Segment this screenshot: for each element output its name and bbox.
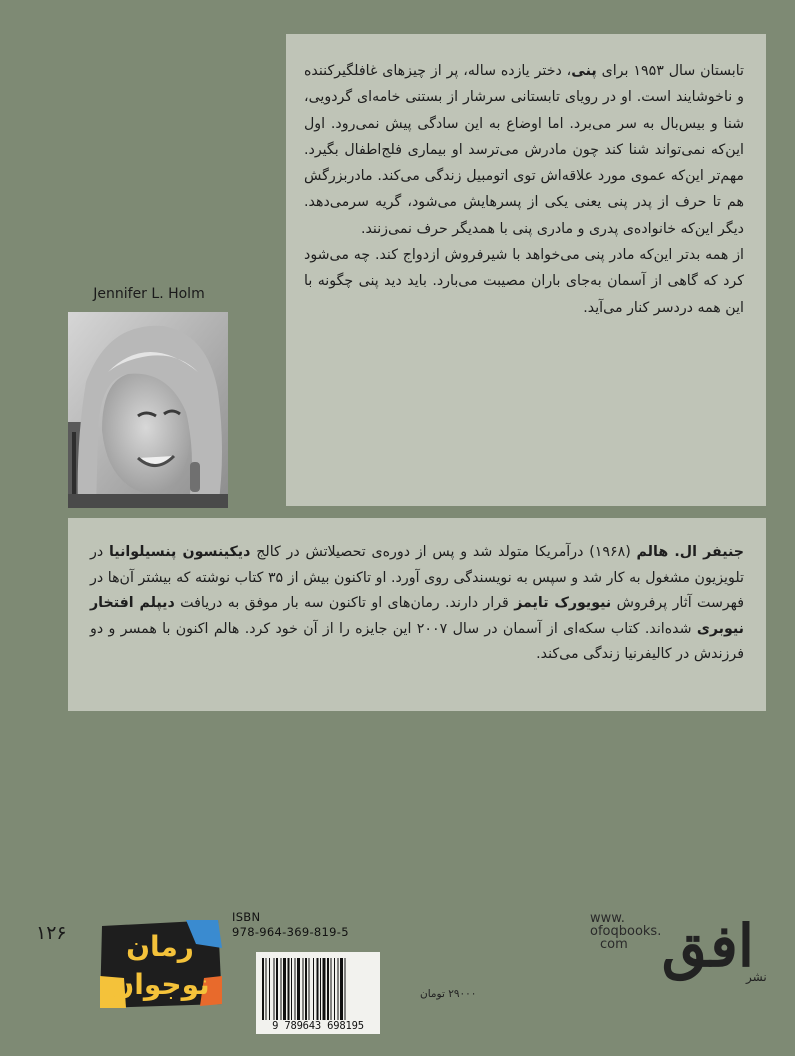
series-label-line2: نوجوان — [110, 968, 210, 1001]
bio-newspaper: نیویورک تایمز — [514, 595, 612, 611]
author-name-caption: Jennifer L. Holm — [93, 286, 205, 302]
bio-text-4: شده‌اند. کتاب سکه‌ای از آسمان در سال ۲۰۰۷ این جایزه را از آن خود کرد. هالم اکنون با همسر و دو فرزندش در کالیفرنیا زندگی می‌کند. — [90, 620, 744, 662]
synopsis-paragraph-2: از همه بدتر این‌که مادر پنی می‌خواهد با شیرفروش ازدواج کند. چه می‌شود کرد که گاهی از آسمان به‌جای باران مصیبت می‌بارد. باید دید پنی چگونه با این همه دردسر کنار می‌آید. — [304, 247, 744, 316]
bio-college: دیکینسون پنسیلوانیا — [108, 544, 251, 560]
synopsis-paragraph-1 — [304, 58, 744, 242]
synopsis-text-b: ، دختر یازده ساله، پر از چیزهای غافلگیرکننده و ناخوشایند است. او در رویای تابستانی سرشار از بستنی خامه‌ای گردویی، شنا و بیس‌بال به سر می‌برد. اما اوضاع به این سادگی پیش نمی‌رود. اول این‌که نمی‌تواند شنا کند چون مادرش می‌ترسد او بیماری فلج‌اطفال بگیرد. مهم‌تر این‌که عموی مورد علاقه‌اش توی اتومبیل زندگی می‌کند. مادربزرگش هم تا حرف از پدر پنی یعنی یکی از پسرهایش می‌شود، گریه سرمی‌دهد. دیگر این‌که خانواده‌ی پدری و مادری پنی با همدیگر حرف نمی‌زنند. — [304, 63, 744, 237]
website-line-3: com — [600, 937, 628, 952]
bio-text-3: قرار دارند. رمان‌های او تاکنون سه بار موفق به دریافت — [174, 595, 515, 611]
page-count: ۱۲۶ — [36, 922, 67, 944]
barcode-bars — [260, 958, 376, 1020]
author-bio-text — [90, 540, 744, 668]
bio-text-2: در تلویزیون مشغول به کار شد و سپس به نویسندگی روی آورد. او تاکنون بیش از ۳۵ کتاب نوشته که بیشتر آن‌ها در فهرست آثار پرفروش — [90, 544, 744, 611]
publisher-logo — [650, 912, 767, 1010]
website-line-1: www. — [590, 911, 625, 926]
website-line-2: ofoqbooks. — [590, 924, 662, 939]
publisher-logo-sub: نشر — [746, 970, 767, 984]
synopsis-text-a: تابستان سال ۱۹۵۳ برای — [596, 63, 744, 79]
isbn-number: 978-964-369-819-5 — [232, 925, 349, 939]
barcode-block — [232, 910, 417, 1032]
barcode — [256, 952, 380, 1034]
bio-award: دیپلم افتخار نیوبری — [90, 595, 744, 637]
bio-author-name: جنیفر ال. هالم — [636, 544, 745, 560]
author-photo — [68, 312, 228, 508]
author-bio-panel — [68, 518, 766, 711]
synopsis-panel — [286, 34, 766, 506]
bio-text-1: (۱۹۶۸) درآمریکا متولد شد و پس از دوره‌ی تحصیلاتش در کالج — [250, 544, 637, 560]
publisher-logo-text: افق — [661, 912, 754, 980]
isbn-label: ISBN — [232, 910, 261, 924]
price: ۲۹۰۰۰ تومان — [420, 988, 477, 1000]
series-label-line1: رمان — [126, 930, 194, 963]
barcode-digits: 9 789643 698195 — [272, 1020, 364, 1032]
series-logo — [96, 918, 224, 1010]
heroine-name: پنی — [571, 63, 597, 79]
